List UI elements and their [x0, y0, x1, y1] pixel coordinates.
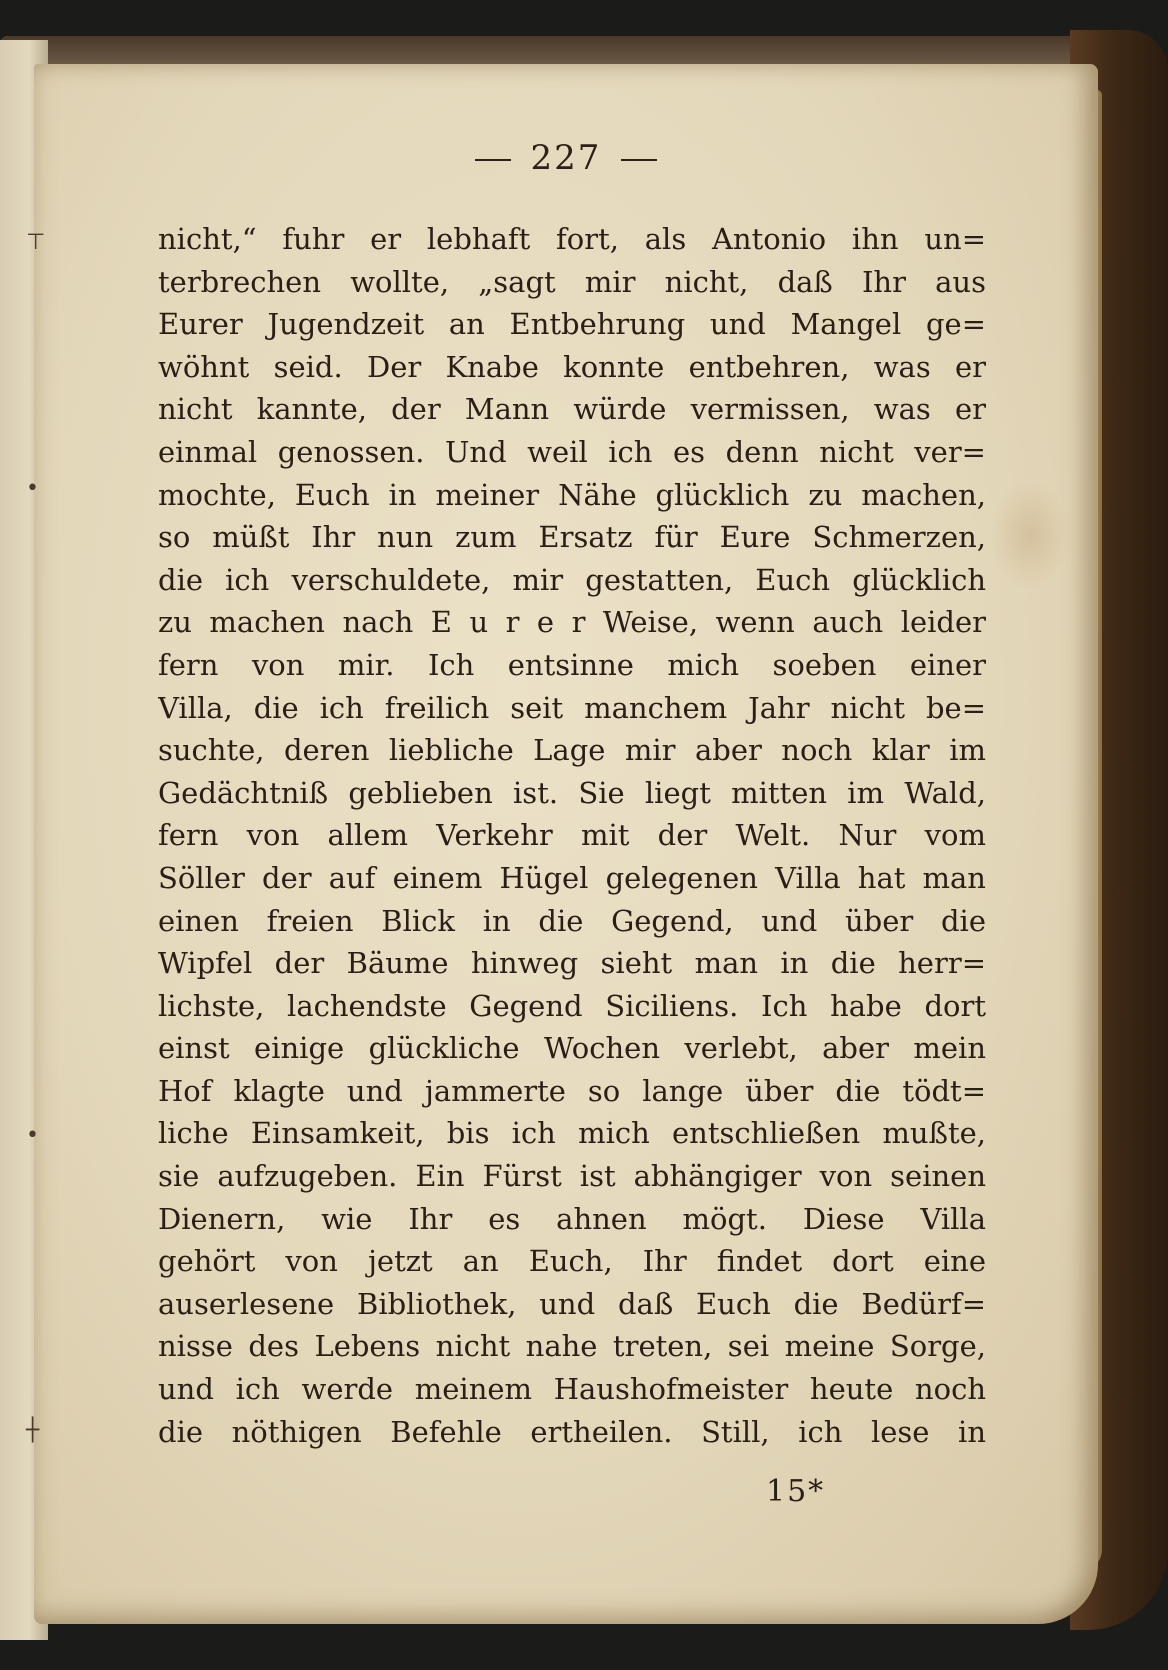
text-line: wöhnt seid. Der Knabe konnte entbehren, was er: [158, 349, 986, 384]
text-line: Villa, die ich freilich seit manchem Jahr nicht be=: [158, 690, 986, 725]
text-line: auserlesene Bibliothek, und daß Euch die Bedürf=: [158, 1286, 986, 1321]
text-line: die nöthigen Befehle ertheilen. Still, ich lese in: [158, 1414, 986, 1449]
text-line: nicht,“ fuhr er lebhaft fort, als Antonio ihn un=: [158, 222, 986, 256]
text-line: nicht kannte, der Mann würde vermissen, was er: [158, 392, 986, 427]
page-number: 227: [530, 138, 602, 178]
text-line: Söller der auf einem Hügel gelegenen Villa hat man: [158, 860, 986, 895]
text-line: lichste, lachendste Gegend Siciliens. Ich habe dort: [158, 988, 986, 1023]
binding-thread-mark: •: [26, 1123, 39, 1148]
binding-thread-mark: ┼: [26, 1418, 40, 1443]
text-line: zu machen nach E u r e r Weise, wenn auch leider: [158, 605, 986, 640]
text-line: suchte, deren liebliche Lage mir aber noch klar im: [158, 733, 986, 768]
text-line: liche Einsamkeit, bis ich mich entschließen mußte,: [158, 1116, 986, 1151]
binding-thread-mark: ⊤: [26, 230, 46, 255]
header-dash-right: [621, 159, 657, 161]
text-line: terbrechen wollte, „sagt mir nicht, daß Ihr aus: [158, 264, 986, 299]
text-line: einen freien Blick in die Gegend, und über die: [158, 903, 986, 938]
text-line: Gedächtniß geblieben ist. Sie liegt mitten im Wald,: [158, 775, 986, 810]
text-line: Dienern, wie Ihr es ahnen mögt. Diese Villa: [158, 1201, 986, 1236]
text-line: einst einige glückliche Wochen verlebt, aber mein: [158, 1031, 986, 1066]
printer-signature-mark: 15*: [766, 1474, 826, 1509]
page-number-header: [436, 138, 696, 178]
text-line: und ich werde meinem Haushofmeister heute noch: [158, 1372, 986, 1407]
paper-stain: [990, 480, 1070, 590]
text-line: die ich verschuldete, mir gestatten, Euch glücklich: [158, 562, 986, 597]
text-line: so müßt Ihr nun zum Ersatz für Eure Schmerzen,: [158, 520, 986, 555]
header-dash-left: [475, 159, 511, 161]
text-line: fern von mir. Ich entsinne mich soeben einer: [158, 647, 986, 682]
text-line: Wipfel der Bäume hinweg sieht man in die herr=: [158, 946, 986, 981]
text-line: Hof klagte und jammerte so lange über die tödt=: [158, 1073, 986, 1108]
text-line: einmal genossen. Und weil ich es denn nicht ver=: [158, 434, 986, 469]
text-line: mochte, Euch in meiner Nähe glücklich zu machen,: [158, 477, 986, 512]
text-line: gehört von jetzt an Euch, Ihr findet dort eine: [158, 1244, 986, 1279]
body-text: [158, 218, 986, 1453]
text-line: Eurer Jugendzeit an Entbehrung und Mangel ge=: [158, 307, 986, 342]
text-line: nisse des Lebens nicht nahe treten, sei meine Sorge,: [158, 1329, 986, 1364]
binding-thread-mark: •: [26, 476, 39, 501]
text-line: sie aufzugeben. Ein Fürst ist abhängiger von seinen: [158, 1159, 986, 1194]
text-line: fern von allem Verkehr mit der Welt. Nur vom: [158, 818, 986, 853]
